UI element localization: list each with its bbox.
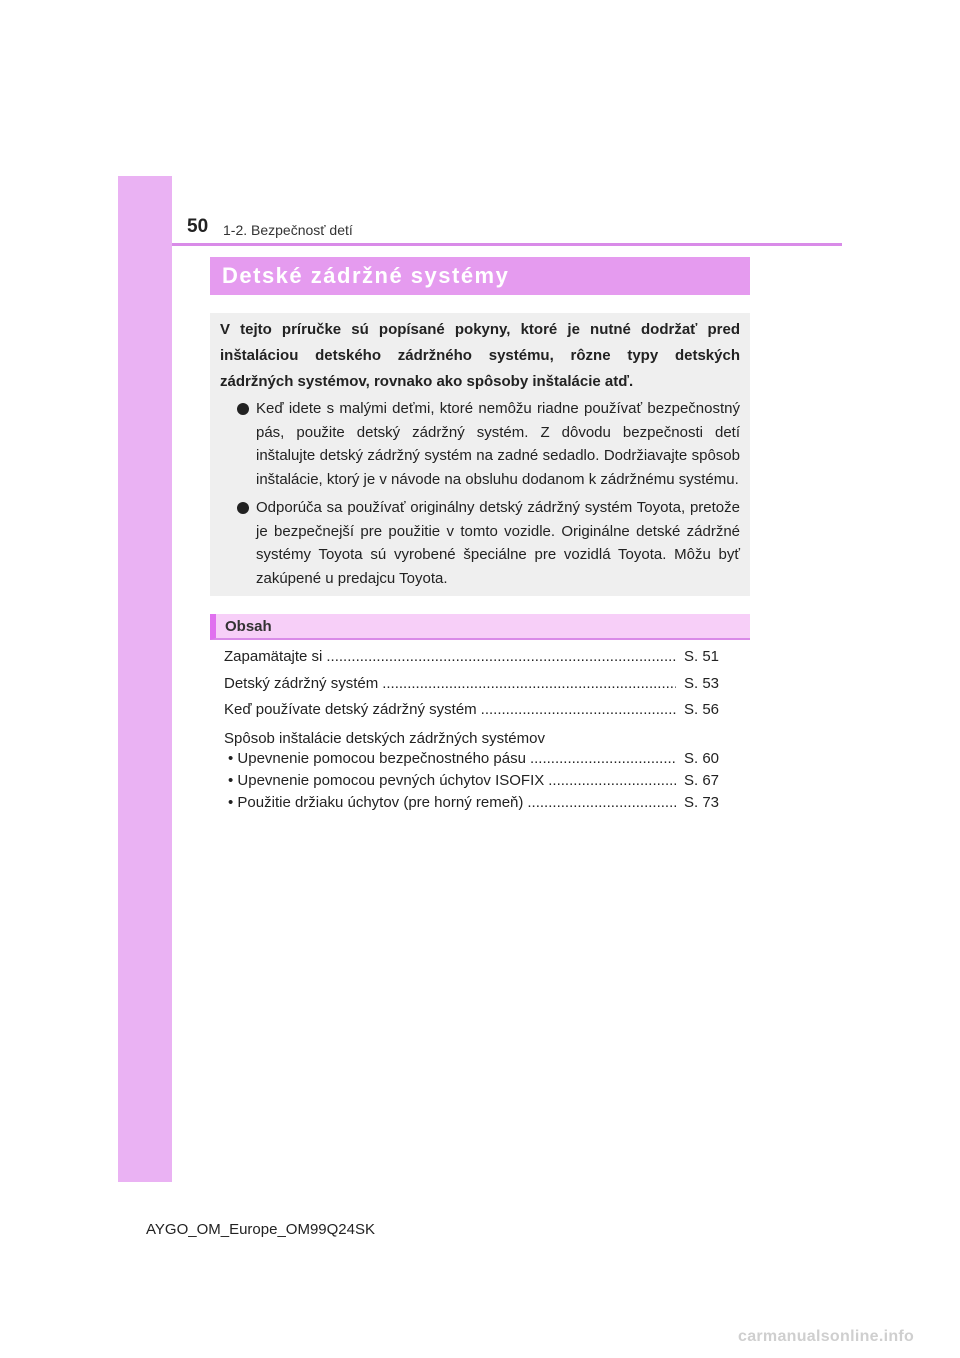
intro-text: V tejto príručke sú popísané pokyny, ktoré je nutné dodržať pred inštaláciou detského zádržného systému, rôzne typy detských zádržných systémov, rovnako ako spôsoby inštalácie atď.: [220, 321, 740, 390]
toc-leader: [382, 675, 676, 692]
toc-entry[interactable]: [224, 648, 724, 670]
table-of-contents: [224, 648, 724, 816]
toc-entry[interactable]: [224, 675, 724, 697]
toc-label: • Upevnenie pomocou pevných úchytov ISOFIX: [228, 772, 545, 789]
toc-leader: [481, 701, 676, 718]
toc-page: S. 51: [684, 648, 720, 665]
page-title: Detské zádržné systémy: [222, 263, 510, 288]
toc-subentry[interactable]: [224, 750, 724, 772]
contents-heading-bar: [210, 614, 750, 640]
toc-leader: [326, 648, 676, 665]
intro-bullet: [220, 397, 740, 491]
bullet-dot-icon: [237, 403, 249, 415]
page-title-bar: [210, 257, 750, 295]
document-footer: AYGO_OM_Europe_OM99Q24SK: [146, 1221, 375, 1238]
toc-entry[interactable]: [224, 701, 724, 723]
toc-leader: [530, 750, 676, 767]
header-divider: [172, 243, 842, 246]
contents-heading: Obsah: [225, 617, 272, 635]
watermark: carmanualsonline.info: [738, 1328, 915, 1345]
page-number: 50: [187, 216, 209, 237]
bullet-text: Keď idete s malými deťmi, ktoré nemôžu riadne používať bezpečnostný pás, použite detský zádržný systém. Z dôvodu bezpečnosti detí inštalujte detský zádržný systém na zadné sedadlo. Dodržiavajte spôsob inštalácie, ktorý je v návode na obsluhu dodanom k zádržnému systému.: [256, 400, 740, 488]
toc-label: • Upevnenie pomocou bezpečnostného pásu: [228, 750, 526, 767]
toc-page: S. 67: [684, 772, 720, 789]
intro-box: [210, 313, 750, 596]
toc-subentry[interactable]: [224, 772, 724, 794]
toc-group: [224, 728, 724, 816]
toc-subentry[interactable]: [224, 794, 724, 816]
section-label: 1-2. Bezpečnosť detí: [223, 222, 353, 238]
chapter-side-tab: [118, 176, 172, 1182]
toc-label: Detský zádržný systém: [224, 674, 379, 692]
bullet-dot-icon: [237, 502, 249, 514]
toc-label: Zapamätajte si: [224, 648, 323, 665]
toc-page: S. 60: [684, 750, 720, 767]
toc-page: S. 73: [684, 794, 720, 811]
toc-page: S. 56: [684, 701, 720, 718]
toc-group-title: Spôsob inštalácie detských zádržných systémov: [224, 730, 545, 747]
toc-leader: [527, 794, 676, 811]
intro-bullet: [220, 496, 740, 590]
bullet-text: Odporúča sa používať originálny detský zádržný systém Toyota, pretože je bezpečnejší pre použitie v tomto vozidle. Originálne detské zádržné systémy Toyota sú vyrobené špeciálne pre vozidlá Toyota. Môžu byť zakúpené u predajcu Toyota.: [256, 499, 740, 587]
toc-label: • Použitie držiaku úchytov (pre horný remeň): [228, 794, 524, 811]
toc-leader: [548, 772, 676, 789]
toc-page: S. 53: [684, 674, 720, 692]
toc-label: Keď používate detský zádržný systém: [224, 701, 477, 718]
